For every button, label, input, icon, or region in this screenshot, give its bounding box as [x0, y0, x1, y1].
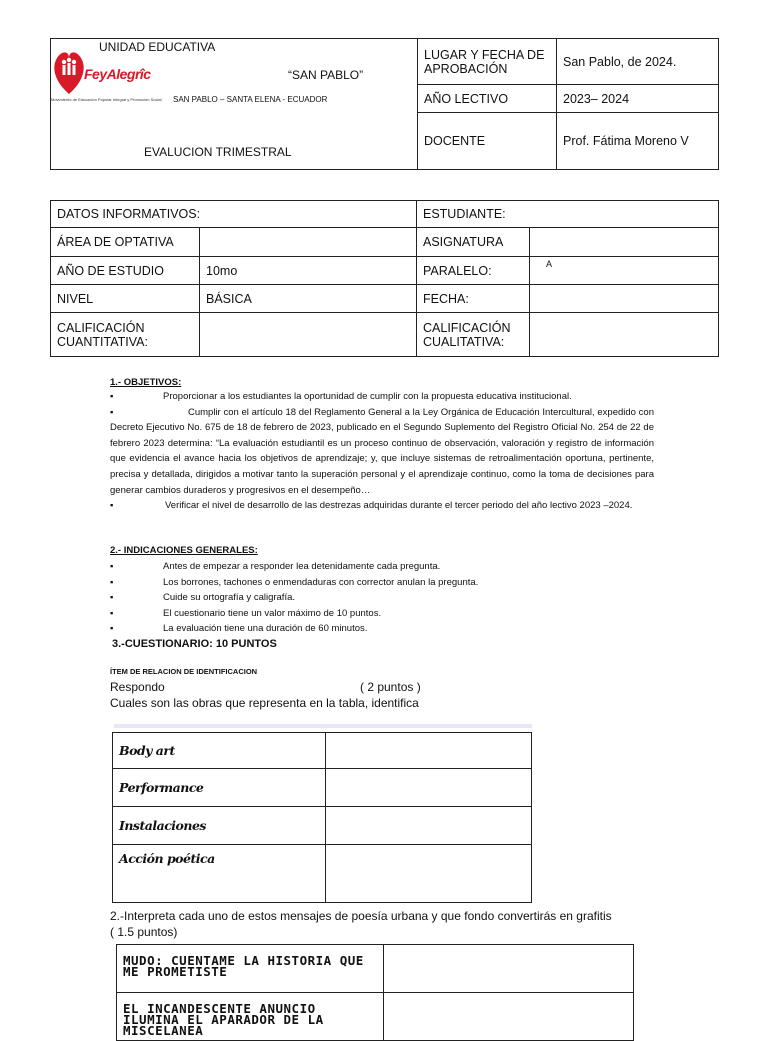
work-answer[interactable] — [326, 807, 532, 845]
work-answer[interactable] — [326, 733, 532, 769]
year-label: AÑO LECTIVO — [418, 85, 557, 113]
objectives-title: 1.- OBJETIVOS: — [110, 377, 182, 388]
quant-grade-value[interactable] — [200, 313, 417, 357]
qual-grade-label: CALIFICACIÓN CUALITATIVA: — [417, 313, 530, 357]
level-label: NIVEL — [51, 285, 200, 313]
work-label: Acción poética — [113, 845, 326, 903]
subject-label: ASIGNATURA — [417, 228, 530, 257]
parallel-value: A — [530, 257, 719, 285]
objectives-list — [110, 389, 654, 514]
school-label: UNIDAD EDUCATIVA — [99, 40, 216, 54]
approval-label: LUGAR Y FECHA DE APROBACIÓN — [418, 39, 557, 85]
approval-value: San Pablo, de 2024. — [557, 39, 719, 85]
table-highlight — [114, 724, 532, 728]
level-value: BÁSICA — [200, 285, 417, 313]
exam-title: EVALUCION TRIMESTRAL — [144, 145, 292, 159]
area-label: ÁREA DE OPTATIVA — [51, 228, 200, 257]
instruction-item: ▪ La evaluación tiene una duración de 60 minutos. — [110, 623, 368, 635]
respond-label: Respondo — [110, 680, 165, 694]
points-q1: ( 2 puntos ) — [360, 680, 421, 694]
work-label: Performance — [113, 769, 326, 807]
message-answer[interactable] — [384, 993, 634, 1041]
questionnaire-title: 3.-CUESTIONARIO: 10 PUNTOS — [112, 638, 277, 650]
date-label: FECHA: — [417, 285, 530, 313]
info-table — [50, 200, 719, 357]
question-2: 2.-Interpreta cada uno de estos mensajes de poesía urbana y que fondo convertirás en grafitis — [110, 909, 612, 923]
message-label: MUDO: CUENTAME LA HISTORIA QUE ME PROMETISTE — [117, 945, 384, 993]
instruction-item: ▪ El cuestionario tiene un valor máximo de 10 puntos. — [110, 607, 382, 619]
message-answer[interactable] — [384, 945, 634, 993]
date-value[interactable] — [530, 285, 719, 313]
objective-item: ▪ Cumplir con el artículo 18 del Reglamento General a la Ley Orgánica de Educación Intercultural, expedido con Decreto Ejecutivo No. 675 de 18 de febrero de 2023, publicado en el Segundo Suplemento del Registro Oficial No. 254 de 22 de febrero 2023 determina: “La evaluación estudiantil es un proceso continuo de observación, valoración y registro de información que evidencia el avance hacia los objetivos de aprendizaje; y, que incluye sistemas de retroalimentación oportuna, pertinente, precisa y detallada, dirigidos a motivar tanto la superación personal y el aprendizaje continuo, como la toma de decisiones para generar cambios duraderos y progresivos en el desempeño… — [110, 406, 654, 496]
teacher-label: DOCENTE — [418, 113, 557, 170]
instructions-list — [110, 559, 654, 637]
year-study-label: AÑO DE ESTUDIO — [51, 257, 200, 285]
qual-grade-value[interactable] — [530, 313, 719, 357]
question-1: Cuales son las obras que representa en la tabla, identifica — [110, 696, 419, 710]
teacher-value: Prof. Fátima Moreno V — [557, 113, 719, 170]
subject-value[interactable] — [530, 228, 719, 257]
messages-table — [116, 944, 634, 1041]
objective-item: ▪ Verificar el nivel de desarrollo de las destrezas adquiridas durante el tercer periodo del año lectivo 2023 –2024. — [110, 500, 633, 512]
work-answer[interactable] — [326, 845, 532, 903]
work-answer[interactable] — [326, 769, 532, 807]
work-label: Body art — [113, 733, 326, 769]
logo-text: FeyAlegrîc — [84, 66, 151, 82]
instruction-item: ▪ Los borrones, tachones o enmendaduras con corrector anulan la pregunta. — [110, 576, 479, 588]
school-location: SAN PABLO – SANTA ELENA - ECUADOR — [173, 95, 328, 104]
item-title: ÍTEM DE RELACION DE IDENTIFICACION — [110, 667, 258, 676]
points-q2: ( 1.5 puntos) — [110, 925, 178, 939]
student-label: ESTUDIANTE: — [417, 201, 719, 228]
parallel-label: PARALELO: — [417, 257, 530, 285]
instruction-item: ▪ Antes de empezar a responder lea detenidamente cada pregunta. — [110, 561, 441, 572]
quant-grade-label: CALIFICACIÓN CUANTITATIVA: — [51, 313, 200, 357]
works-table — [112, 732, 532, 903]
year-value: 2023– 2024 — [557, 85, 719, 113]
work-label: Instalaciones — [113, 807, 326, 845]
message-label: EL INCANDESCENTE ANUNCIO ILUMINA EL APARADOR DE LA MISCELANEA — [117, 993, 384, 1041]
datos-label: DATOS INFORMATIVOS: — [51, 201, 417, 228]
school-name: “SAN PABLO” — [288, 68, 364, 82]
objective-item: ▪ Proporcionar a los estudiantes la oportunidad de cumplir con la propuesta educativa institucional. — [110, 391, 572, 402]
logo-caption: Movimiento de Educación Popular Integral y Promoción Social — [51, 97, 162, 102]
area-value[interactable] — [200, 228, 417, 257]
instruction-item: ▪ Cuide su ortografía y caligrafía. — [110, 592, 296, 604]
year-study-value: 10mo — [200, 257, 417, 285]
instructions-title: 2.- INDICACIONES GENERALES: — [110, 545, 258, 556]
